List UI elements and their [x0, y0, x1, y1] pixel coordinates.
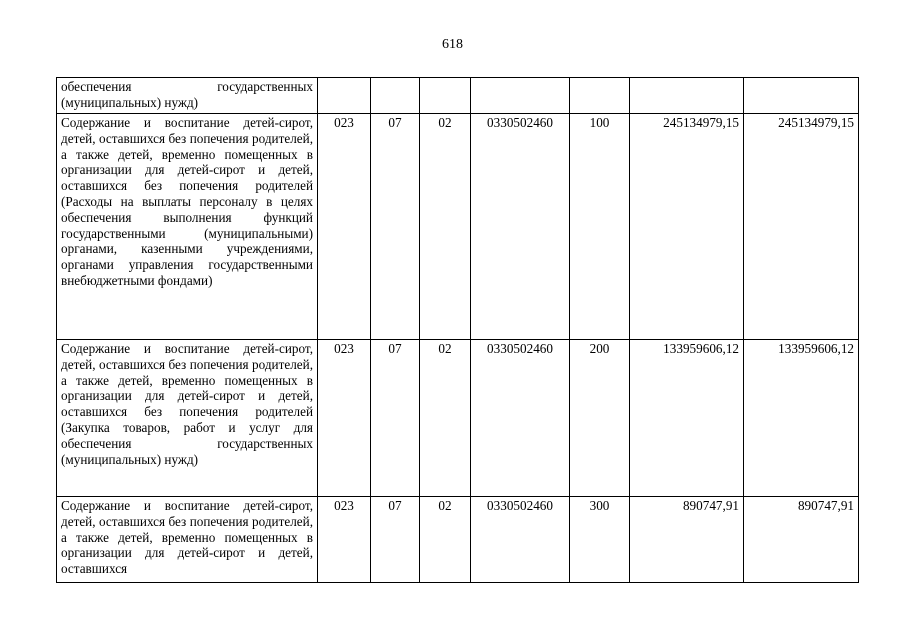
grbs-cell: 023 — [318, 497, 371, 583]
table-row — [57, 497, 859, 583]
amount-cell: 890747,91 — [630, 497, 744, 583]
expense-type-cell: 100 — [570, 114, 630, 340]
subsection-cell: 02 — [420, 497, 471, 583]
expense-type-cell — [570, 78, 630, 114]
budget-table — [56, 77, 859, 583]
subsection-cell: 02 — [420, 114, 471, 340]
subsection-cell — [420, 78, 471, 114]
section-cell — [371, 78, 420, 114]
page-number: 618 — [442, 37, 463, 52]
amount-cell: 133959606,12 — [744, 340, 859, 497]
target-article-cell: 0330502460 — [471, 497, 570, 583]
expense-type-cell: 200 — [570, 340, 630, 497]
section-cell: 07 — [371, 340, 420, 497]
row-description: Содержание и воспитание детей-сирот, детей, оставшихся без попечения родителей, а также детей, временно помещенных в организации для детей-сирот и детей, оставшихся без попечения родителей (Расходы на выплаты персоналу в целях обеспечения выполнения функций государственными (муниципальными) органами, казенными учреждениями, органами управления государственными внебюджетными фондами) — [57, 114, 318, 340]
target-article-cell: 0330502460 — [471, 114, 570, 340]
grbs-cell: 023 — [318, 114, 371, 340]
grbs-cell — [318, 78, 371, 114]
row-description: Содержание и воспитание детей-сирот, детей, оставшихся без попечения родителей, а также детей, временно помещенных в организации для детей-сирот и детей, оставшихся без попечения родителей (Закупка товаров, работ и услуг для обеспечения государственных (муниципальных) нужд) — [57, 340, 318, 497]
target-article-cell: 0330502460 — [471, 340, 570, 497]
table-row — [57, 78, 859, 114]
amount-cell: 245134979,15 — [744, 114, 859, 340]
section-cell: 07 — [371, 497, 420, 583]
amount-cell: 890747,91 — [744, 497, 859, 583]
table-row — [57, 340, 859, 497]
section-cell: 07 — [371, 114, 420, 340]
amount-cell — [744, 78, 859, 114]
grbs-cell: 023 — [318, 340, 371, 497]
amount-cell — [630, 78, 744, 114]
row-description: обеспечения государственных (муниципальных) нужд) — [57, 78, 318, 114]
amount-cell: 245134979,15 — [630, 114, 744, 340]
expense-type-cell: 300 — [570, 497, 630, 583]
table-row — [57, 114, 859, 340]
target-article-cell — [471, 78, 570, 114]
amount-cell: 133959606,12 — [630, 340, 744, 497]
row-description: Содержание и воспитание детей-сирот, детей, оставшихся без попечения родителей, а также детей, временно помещенных в организации для детей-сирот и детей, оставшихся — [57, 497, 318, 583]
subsection-cell: 02 — [420, 340, 471, 497]
